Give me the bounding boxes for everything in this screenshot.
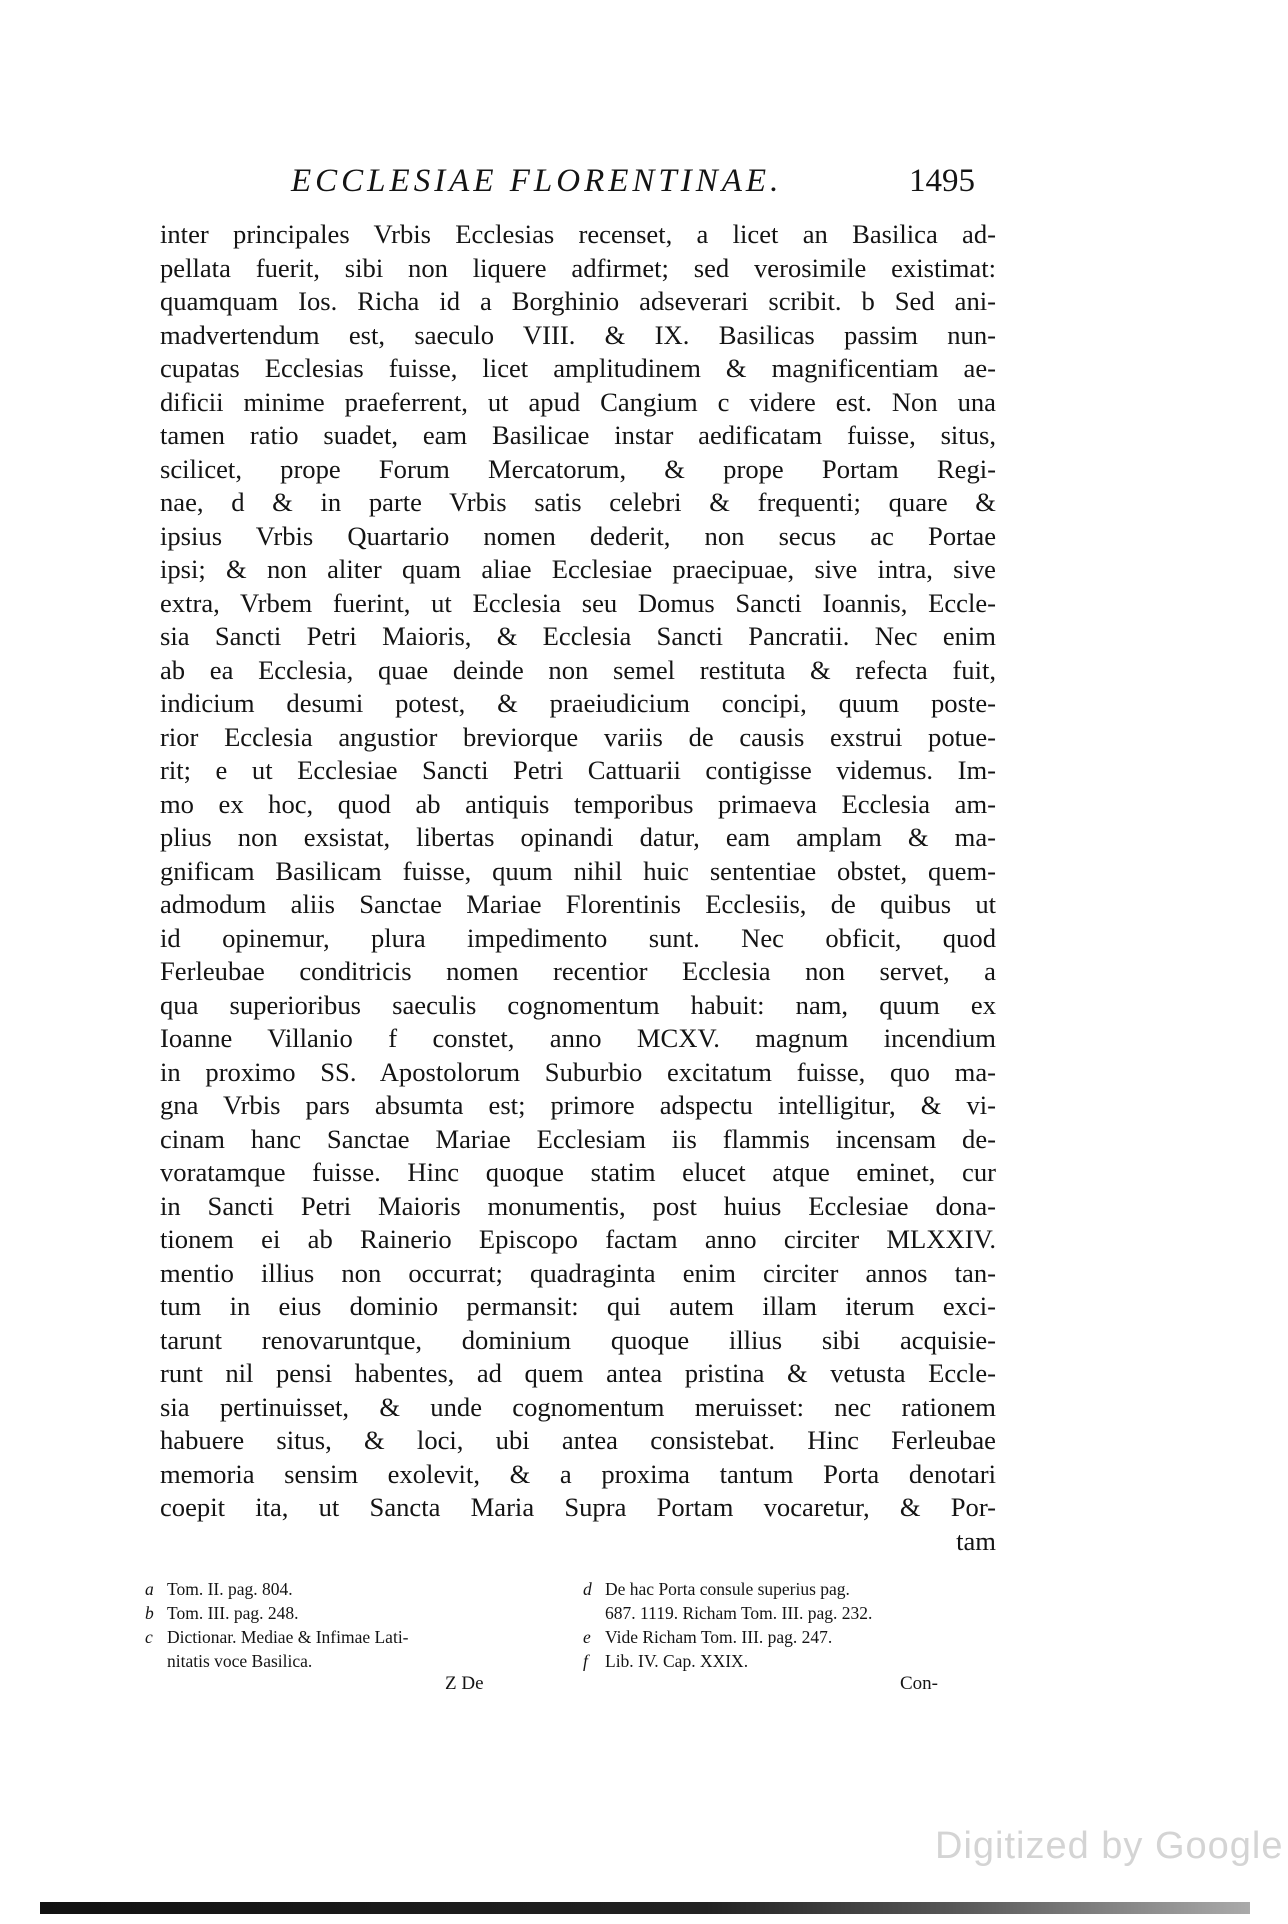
text-line: ab ea Ecclesia, quae deinde non semel restituta & refecta fuit,	[160, 654, 996, 685]
body-text	[160, 218, 996, 1558]
footnote	[145, 1649, 565, 1673]
page-header	[285, 163, 975, 203]
footnote-mark: a	[145, 1579, 154, 1599]
footnote-text: Lib. IV. Cap. XXIX.	[605, 1651, 749, 1671]
footnote	[145, 1577, 565, 1601]
text-line: voratamque fuisse. Hinc quoque statim elucet atque eminet, cur	[160, 1157, 996, 1187]
text-line: plius non exsistat, libertas opinandi datur, eam amplam & ma-	[160, 822, 996, 852]
text-line: cupatas Ecclesias fuisse, licet amplitudinem & magnificentiam ae-	[160, 353, 996, 383]
text-line: id opinemur, plura impedimento sunt. Nec obficit, quod	[160, 922, 996, 953]
text-line: habuere situs, & loci, ubi antea consistebat. Hinc Ferleubae	[160, 1425, 996, 1455]
footnote	[583, 1649, 1003, 1673]
footnote	[583, 1625, 1003, 1649]
text-line: qua superioribus saeculis cognomentum habuit: nam, quum ex	[160, 989, 996, 1020]
text-line: indicium desumi potest, & praeiudicium concipi, quum poste-	[160, 688, 996, 718]
text-line: sia pertinuisset, & unde cognomentum meruisset: nec rationem	[160, 1391, 996, 1422]
footnote-text: Vide Richam Tom. III. pag. 247.	[605, 1627, 833, 1647]
footnote-mark: c	[145, 1627, 153, 1647]
footnote-text: nitatis voce Basilica.	[167, 1651, 313, 1671]
footnotes-right-column	[583, 1577, 1003, 1673]
running-title: ECCLESIAE FLORENTINAE.	[291, 163, 783, 199]
text-line: in Sancti Petri Maioris monumentis, post huius Ecclesiae dona-	[160, 1190, 996, 1221]
footnotes	[145, 1577, 1005, 1707]
text-line: ipsius Vrbis Quartario nomen dederit, non secus ac Portae	[160, 520, 996, 551]
footnote-text: Dictionar. Mediae & Infimae Lati-	[167, 1627, 409, 1647]
text-line: tamen ratio suadet, eam Basilicae instar aedificatam fuisse, situs,	[160, 420, 996, 450]
text-line: pellata fuerit, sibi non liquere adfirmet; sed verosimile existimat:	[160, 252, 996, 283]
text-line: ipsi; & non aliter quam aliae Ecclesiae praecipuae, sive intra, sive	[160, 554, 996, 584]
text-line: Ferleubae conditricis nomen recentior Ecclesia non servet, a	[160, 956, 996, 986]
catchword: Con-	[900, 1673, 938, 1694]
text-line: gnificam Basilicam fuisse, quum nihil huic sententiae obstet, quem-	[160, 855, 996, 886]
footnote-mark: f	[583, 1651, 588, 1671]
text-line: in proximo SS. Apostolorum Suburbio excitatum fuisse, quo ma-	[160, 1056, 996, 1087]
footnote-text: De hac Porta consule superius pag.	[605, 1579, 850, 1599]
footnote-text: Tom. II. pag. 804.	[167, 1579, 293, 1599]
text-line: quamquam Ios. Richa id a Borghinio adseverari scribit. b Sed ani-	[160, 286, 996, 316]
text-line: tionem ei ab Rainerio Episcopo factam anno circiter MLXXIV.	[160, 1224, 996, 1254]
text-line: scilicet, prope Forum Mercatorum, & prope Portam Regi-	[160, 453, 996, 484]
text-line: coepit ita, ut Sancta Maria Supra Portam vocaretur, & Por-	[160, 1492, 996, 1522]
signature-mark: Z De	[445, 1673, 484, 1694]
text-line: mentio illius non occurrat; quadraginta enim circiter annos tan-	[160, 1257, 996, 1288]
text-line: nae, d & in parte Vrbis satis celebri & frequenti; quare &	[160, 487, 996, 517]
footnote-mark: d	[583, 1579, 592, 1599]
text-line: Ioanne Villanio f constet, anno MCXV. magnum incendium	[160, 1023, 996, 1053]
text-line: tum in eius dominio permansit: qui autem illam iterum exci-	[160, 1291, 996, 1321]
text-line: gna Vrbis pars absumta est; primore adspectu intelligitur, & vi-	[160, 1090, 996, 1120]
footnote-text: 687. 1119. Richam Tom. III. pag. 232.	[605, 1603, 873, 1623]
footnotes-left-column	[145, 1577, 565, 1673]
footnote	[583, 1577, 1003, 1601]
text-line: memoria sensim exolevit, & a proxima tantum Porta denotari	[160, 1458, 996, 1489]
text-line: inter principales Vrbis Ecclesias recenset, a licet an Basilica ad-	[160, 219, 996, 249]
text-line: madvertendum est, saeculo VIII. & IX. Basilicas passim nun-	[160, 319, 996, 350]
footnote-mark: b	[145, 1603, 154, 1623]
text-line: admodum aliis Sanctae Mariae Florentinis Ecclesiis, de quibus ut	[160, 889, 996, 919]
text-line: mo ex hoc, quod ab antiquis temporibus primaeva Ecclesia am-	[160, 788, 996, 819]
text-line: tarunt renovaruntque, dominium quoque illius sibi acquisie-	[160, 1324, 996, 1355]
text-line: dificii minime praeferrent, ut apud Cangium c videre est. Non una	[160, 386, 996, 417]
text-line: rior Ecclesia angustior breviorque variis de causis exstrui potue-	[160, 721, 996, 752]
page-number: 1495	[909, 163, 975, 199]
text-line: rit; e ut Ecclesiae Sancti Petri Cattuarii contigisse videmus. Im-	[160, 755, 996, 785]
text-line: sia Sancti Petri Maioris, & Ecclesia Sancti Pancratii. Nec enim	[160, 621, 996, 651]
footnote-mark: e	[583, 1627, 591, 1647]
footnote-text: Tom. III. pag. 248.	[167, 1603, 299, 1623]
text-line: runt nil pensi habentes, ad quem antea pristina & vetusta Eccle-	[160, 1358, 996, 1388]
footnote	[145, 1601, 565, 1625]
scan-edge-bar	[40, 1902, 1250, 1914]
digitized-watermark: Digitized by Google	[935, 1825, 1284, 1867]
footnote	[583, 1601, 1003, 1625]
text-line: extra, Vrbem fuerint, ut Ecclesia seu Domus Sancti Ioannis, Eccle-	[160, 587, 996, 618]
text-line: cinam hanc Sanctae Mariae Ecclesiam iis flammis incensam de-	[160, 1123, 996, 1154]
footnote	[145, 1625, 565, 1649]
text-line: tam	[956, 1525, 996, 1556]
